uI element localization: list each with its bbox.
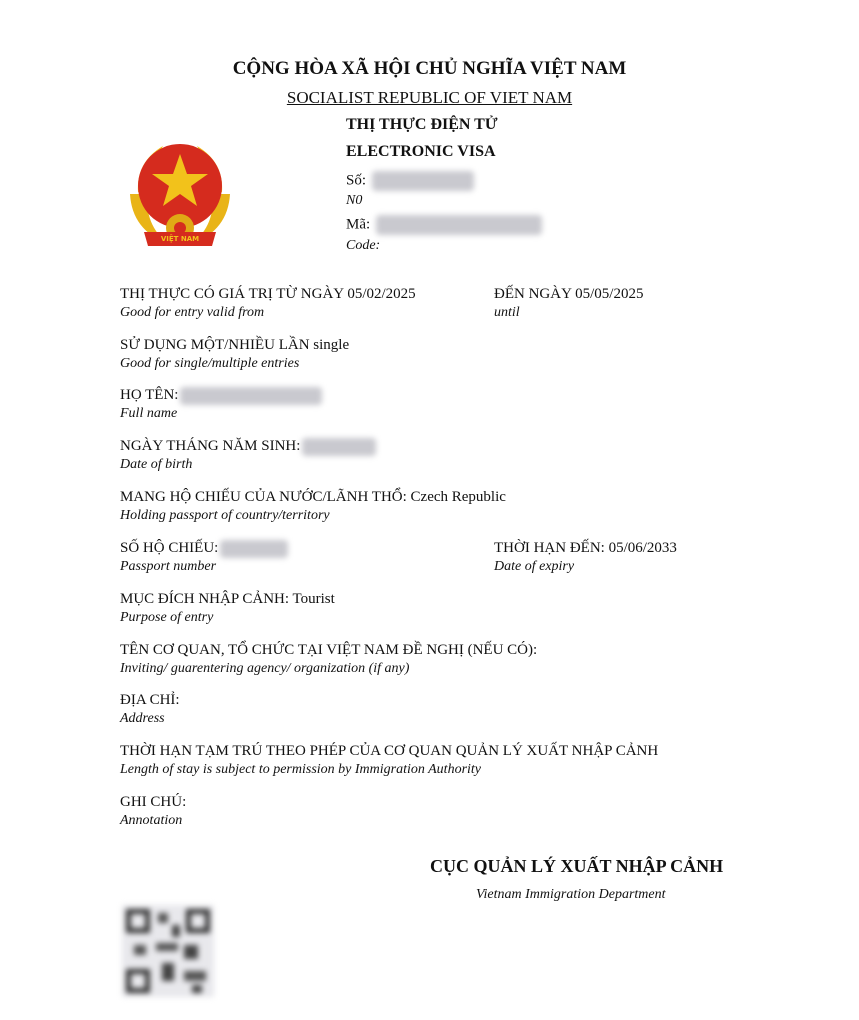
entries-value: single <box>313 337 350 353</box>
qr-code-redacted <box>122 905 214 997</box>
number-label-vi <box>346 171 474 191</box>
full-name-label: HỌ TÊN: <box>120 387 179 403</box>
full-name-sub: Full name <box>120 406 178 421</box>
expiry-value: 05/06/2033 <box>608 540 677 556</box>
valid-from-value: 05/02/2025 <box>347 286 416 302</box>
entries-label: SỬ DỤNG MỘT/NHIỀU LẦN <box>120 337 310 353</box>
code-label-en: Code: <box>346 238 381 253</box>
field-address <box>120 691 180 728</box>
field-valid-until <box>494 285 643 322</box>
expiry-sub: Date of expiry <box>494 559 575 574</box>
country-name-vi: CỘNG HÒA XÃ HỘI CHỦ NGHĨA VIỆT NAM <box>232 58 627 79</box>
entries-sub: Good for single/multiple entries <box>120 356 300 371</box>
inviting-agency-sub: Inviting/ guarentering agency/ organization (if any) <box>120 661 410 676</box>
code-label-vi <box>346 215 542 235</box>
field-valid-from <box>120 285 416 322</box>
stay-length-label: THỜI HẠN TẠM TRÚ THEO PHÉP CỦA CƠ QUAN QUẢN LÝ XUẤT NHẬP CẢNH <box>120 743 659 759</box>
authority-name-vi: CỤC QUẢN LÝ XUẤT NHẬP CẢNH <box>430 856 724 876</box>
passport-country-value: Czech Republic <box>410 489 506 505</box>
dob-sub: Date of birth <box>120 457 193 472</box>
national-emblem <box>118 132 242 256</box>
valid-until-value: 05/05/2025 <box>575 286 644 302</box>
field-expiry <box>494 539 677 576</box>
passport-number-label: SỐ HỘ CHIẾU: <box>120 540 219 556</box>
field-purpose <box>120 590 335 627</box>
code-label-text: Mã: <box>346 216 371 233</box>
purpose-value: Tourist <box>292 591 335 607</box>
address-label: ĐỊA CHỈ: <box>120 692 180 708</box>
dob-label: NGÀY THÁNG NĂM SINH: <box>120 438 301 454</box>
annotation-label: GHI CHÚ: <box>120 794 187 810</box>
field-passport-number <box>120 539 288 576</box>
field-inviting-agency <box>120 641 537 678</box>
emblem-ribbon-text: VIỆT NAM <box>160 235 200 243</box>
passport-country-sub: Holding passport of country/territory <box>120 508 330 523</box>
field-annotation <box>120 793 186 830</box>
address-sub: Address <box>120 711 165 726</box>
full-name-redacted <box>180 387 322 405</box>
annotation-sub: Annotation <box>120 813 183 828</box>
field-stay-length <box>120 742 658 779</box>
field-entries <box>120 336 349 373</box>
visa-number-redacted <box>372 171 474 191</box>
inviting-agency-label: TÊN CƠ QUAN, TỔ CHỨC TẠI VIỆT NAM ĐỀ NGHỊ (NẾU CÓ): <box>120 642 538 658</box>
number-label-en: N0 <box>346 193 363 208</box>
valid-from-label: THỊ THỰC CÓ GIÁ TRỊ TỪ NGÀY <box>120 286 344 302</box>
stay-length-sub: Length of stay is subject to permission by Immigration Authority <box>120 762 482 777</box>
valid-from-sub: Good for entry valid from <box>120 305 265 320</box>
expiry-label: THỜI HẠN ĐẾN: <box>494 540 605 556</box>
visa-code-redacted <box>376 215 542 235</box>
passport-number-sub: Passport number <box>120 559 217 574</box>
field-dob <box>120 437 376 474</box>
valid-until-sub: until <box>494 305 520 320</box>
passport-country-label: MANG HỘ CHIẾU CỦA NƯỚC/LÃNH THỔ: <box>120 489 407 505</box>
field-passport-country <box>120 488 506 525</box>
doc-title-en: ELECTRONIC VISA <box>346 143 496 160</box>
doc-title-vi: THỊ THỰC ĐIỆN TỬ <box>346 116 498 133</box>
number-label-text: Số: <box>346 172 367 189</box>
dob-redacted <box>302 438 376 456</box>
country-name-en: SOCIALIST REPUBLIC OF VIET NAM <box>286 88 573 107</box>
purpose-label: MỤC ĐÍCH NHẬP CẢNH: <box>120 591 290 607</box>
valid-until-label: ĐẾN NGÀY <box>494 286 572 302</box>
passport-number-redacted <box>220 540 288 558</box>
authority-name-en: Vietnam Immigration Department <box>476 887 666 902</box>
purpose-sub: Purpose of entry <box>120 610 214 625</box>
field-full-name <box>120 386 322 423</box>
